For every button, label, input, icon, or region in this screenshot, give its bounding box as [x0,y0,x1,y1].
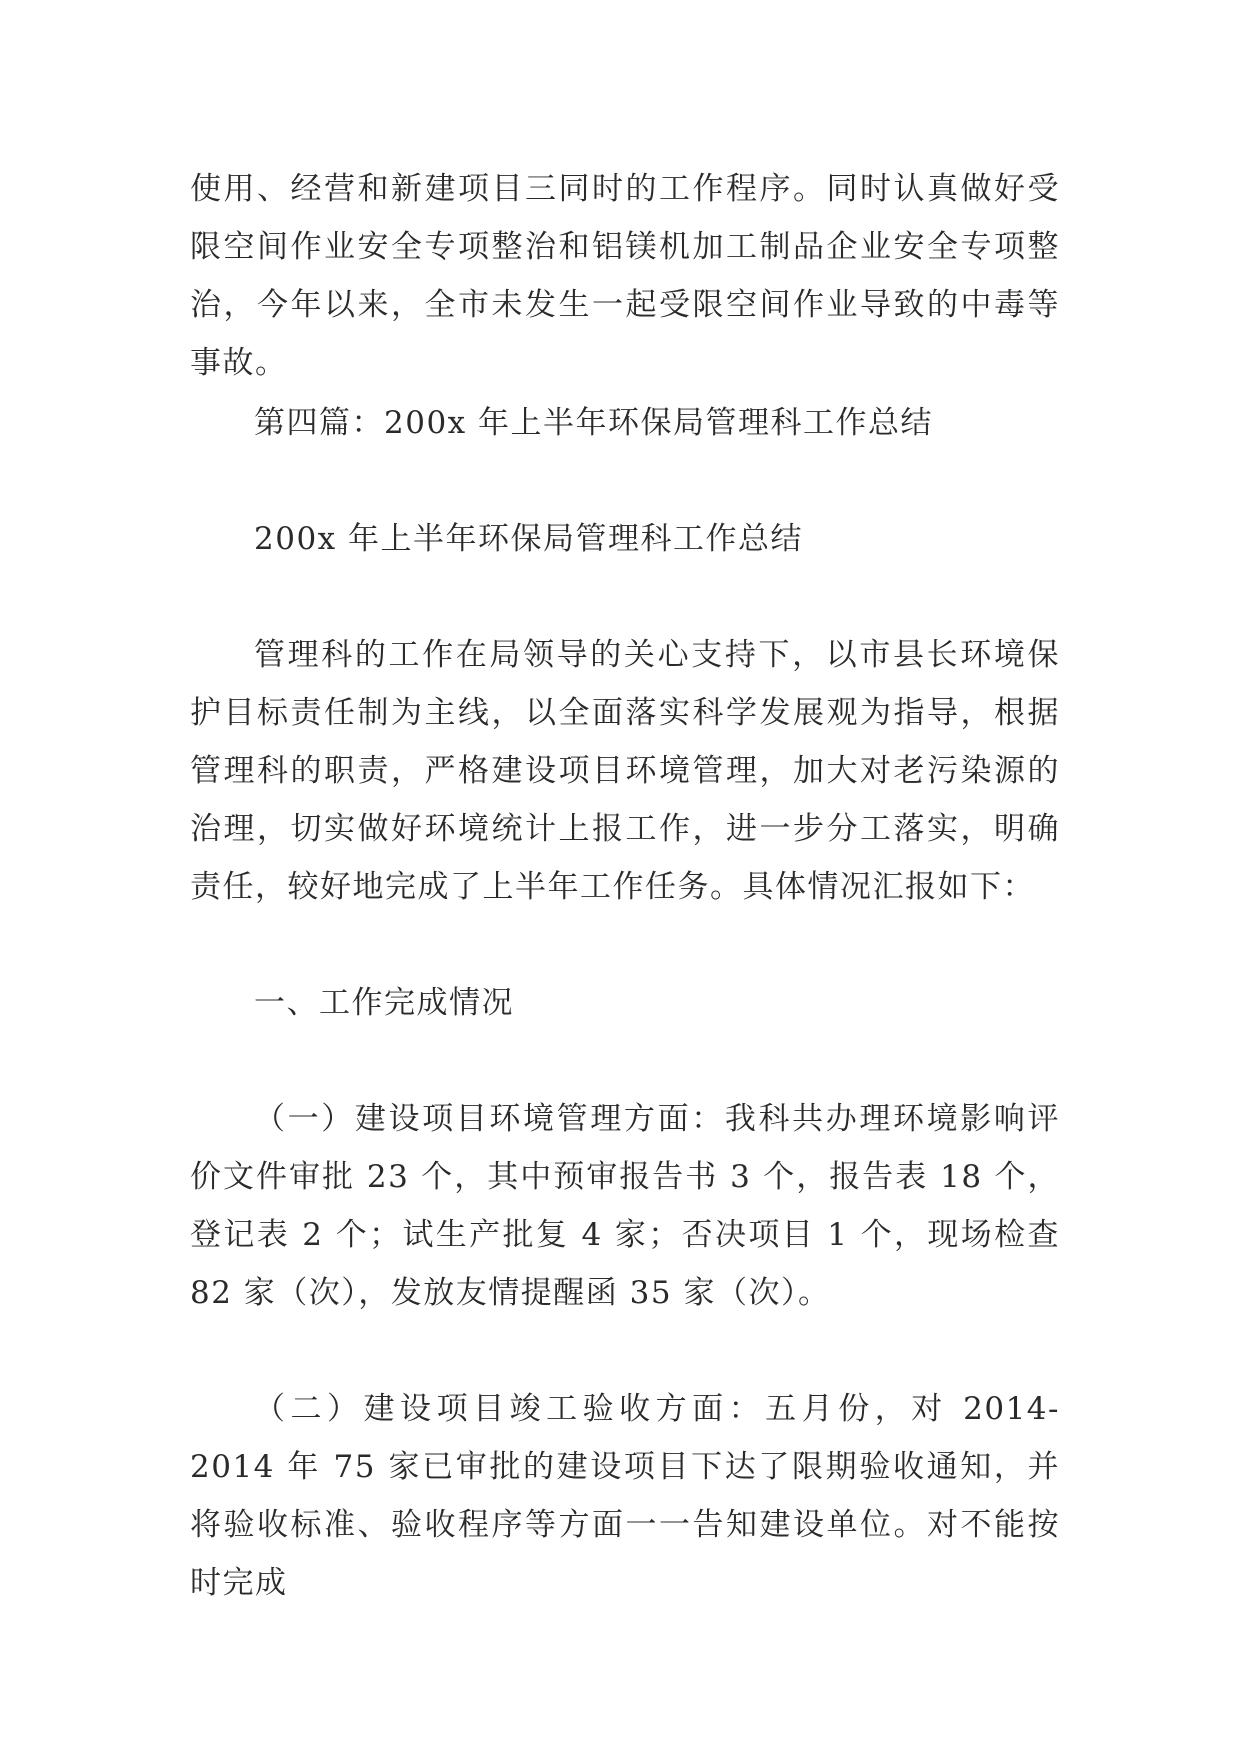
document-body [190,160,1060,1612]
paragraph-item-1: （一）建设项目环境管理方面：我科共办理环境影响评价文件审批 23 个，其中预审报告书 3 个，报告表 18 个，登记表 2 个；试生产批复 4 家；否决项目 1 个，现场检查 82 家（次），发放友情提醒函 35 家（次）。 [190,1101,1060,1311]
paragraph-item-2: （二）建设项目竣工验收方面：五月份，对 2014-2014 年 75 家已审批的建设项目下达了限期验收通知，并将验收标准、验收程序等方面一一告知建设单位。对不能按时完成 [190,1391,1060,1601]
paragraph-continuation: 使用、经营和新建项目三同时的工作程序。同时认真做好受限空间作业安全专项整治和铝镁机加工制品企业安全专项整治，今年以来，全市未发生一起受限空间作业导致的中毒等事故。 [190,171,1060,381]
paragraph-intro: 管理科的工作在局领导的关心支持下，以市县长环境保护目标责任制为主线，以全面落实科学发展观为指导，根据管理科的职责，严格建设项目环境管理，加大对老污染源的治理，切实做好环境统计上报工作，进一步分工落实，明确责任，较好地完成了上半年工作任务。具体情况汇报如下： [190,637,1060,905]
chapter-heading: 第四篇：200x 年上半年环保局管理科工作总结 [254,405,934,441]
section-heading: 一、工作完成情况 [254,985,514,1021]
document-title: 200x 年上半年环保局管理科工作总结 [254,521,804,557]
